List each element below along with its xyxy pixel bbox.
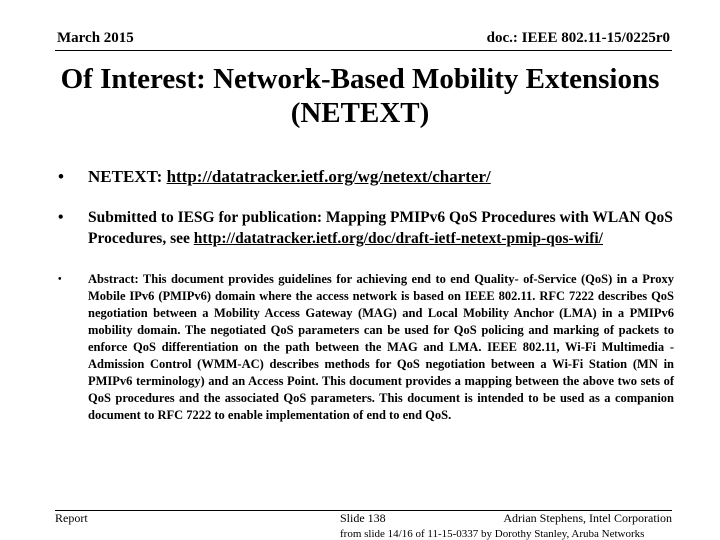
- footer-slide-number: Slide 138: [340, 511, 386, 525]
- netext-charter-link[interactable]: http://datatracker.ietf.org/wg/netext/charter/: [166, 167, 491, 186]
- footer-source: from slide 14/16 of 11-15-0337 by Dorothy Stanley, Aruba Networks: [340, 528, 645, 540]
- bullet-label: NETEXT:: [88, 167, 167, 186]
- bullet-marker: •: [58, 167, 64, 186]
- bullet-item-submitted: [58, 207, 674, 249]
- draft-link[interactable]: http://datatracker.ietf.org/doc/draft-ietf-netext-pmip-qos-wifi/: [193, 230, 603, 247]
- header-doc-id: doc.: IEEE 802.11-15/0225r0: [486, 30, 670, 46]
- bullet-item-abstract: [58, 271, 674, 424]
- footer-report: Report: [55, 511, 88, 525]
- bullet-text: Abstract: This document provides guidelines for achieving end to end Quality- of-Service (QoS) in a Proxy Mobile IPv6 (PMIPv6) domain where the access network is based on IEEE 802.11. RFC 7222 describes QoS negotiation between a Mobility Access Gateway (MAG) and Local Mobility Anchor (LMA) in a PMIPv6 mobility domain. The negotiated QoS parameters can be used for QoS policing and marking of packets to enforce QoS differentiation on the path between the MAG and LMA. IEEE 802.11, Wi-Fi Multimedia - Admission Control (WMM-AC) describes methods for QoS negotiation between a Wi-Fi Station (MN in PMIPv6 terminology) and an Access Point. This document provides a mapping between the above two sets of QoS procedures and the associated QoS parameters. This document is intended to be used as a companion document to RFC 7222 to enable implementation of end to end QoS.: [88, 272, 674, 422]
- header-date: March 2015: [57, 30, 134, 46]
- slide-title: Of Interest: Network-Based Mobility Extensions (NETEXT): [60, 63, 660, 129]
- bullet-marker: •: [58, 274, 62, 285]
- header-divider: [55, 50, 672, 51]
- footer-author: Adrian Stephens, Intel Corporation: [503, 511, 672, 525]
- bullet-list: [58, 165, 674, 424]
- bullet-item-netext: [58, 165, 674, 189]
- bullet-text: Submitted to IESG for publication: Mapping PMIPv6 QoS Procedures with WLAN QoS Procedures, see: [88, 209, 673, 247]
- bullet-marker: •: [58, 209, 64, 226]
